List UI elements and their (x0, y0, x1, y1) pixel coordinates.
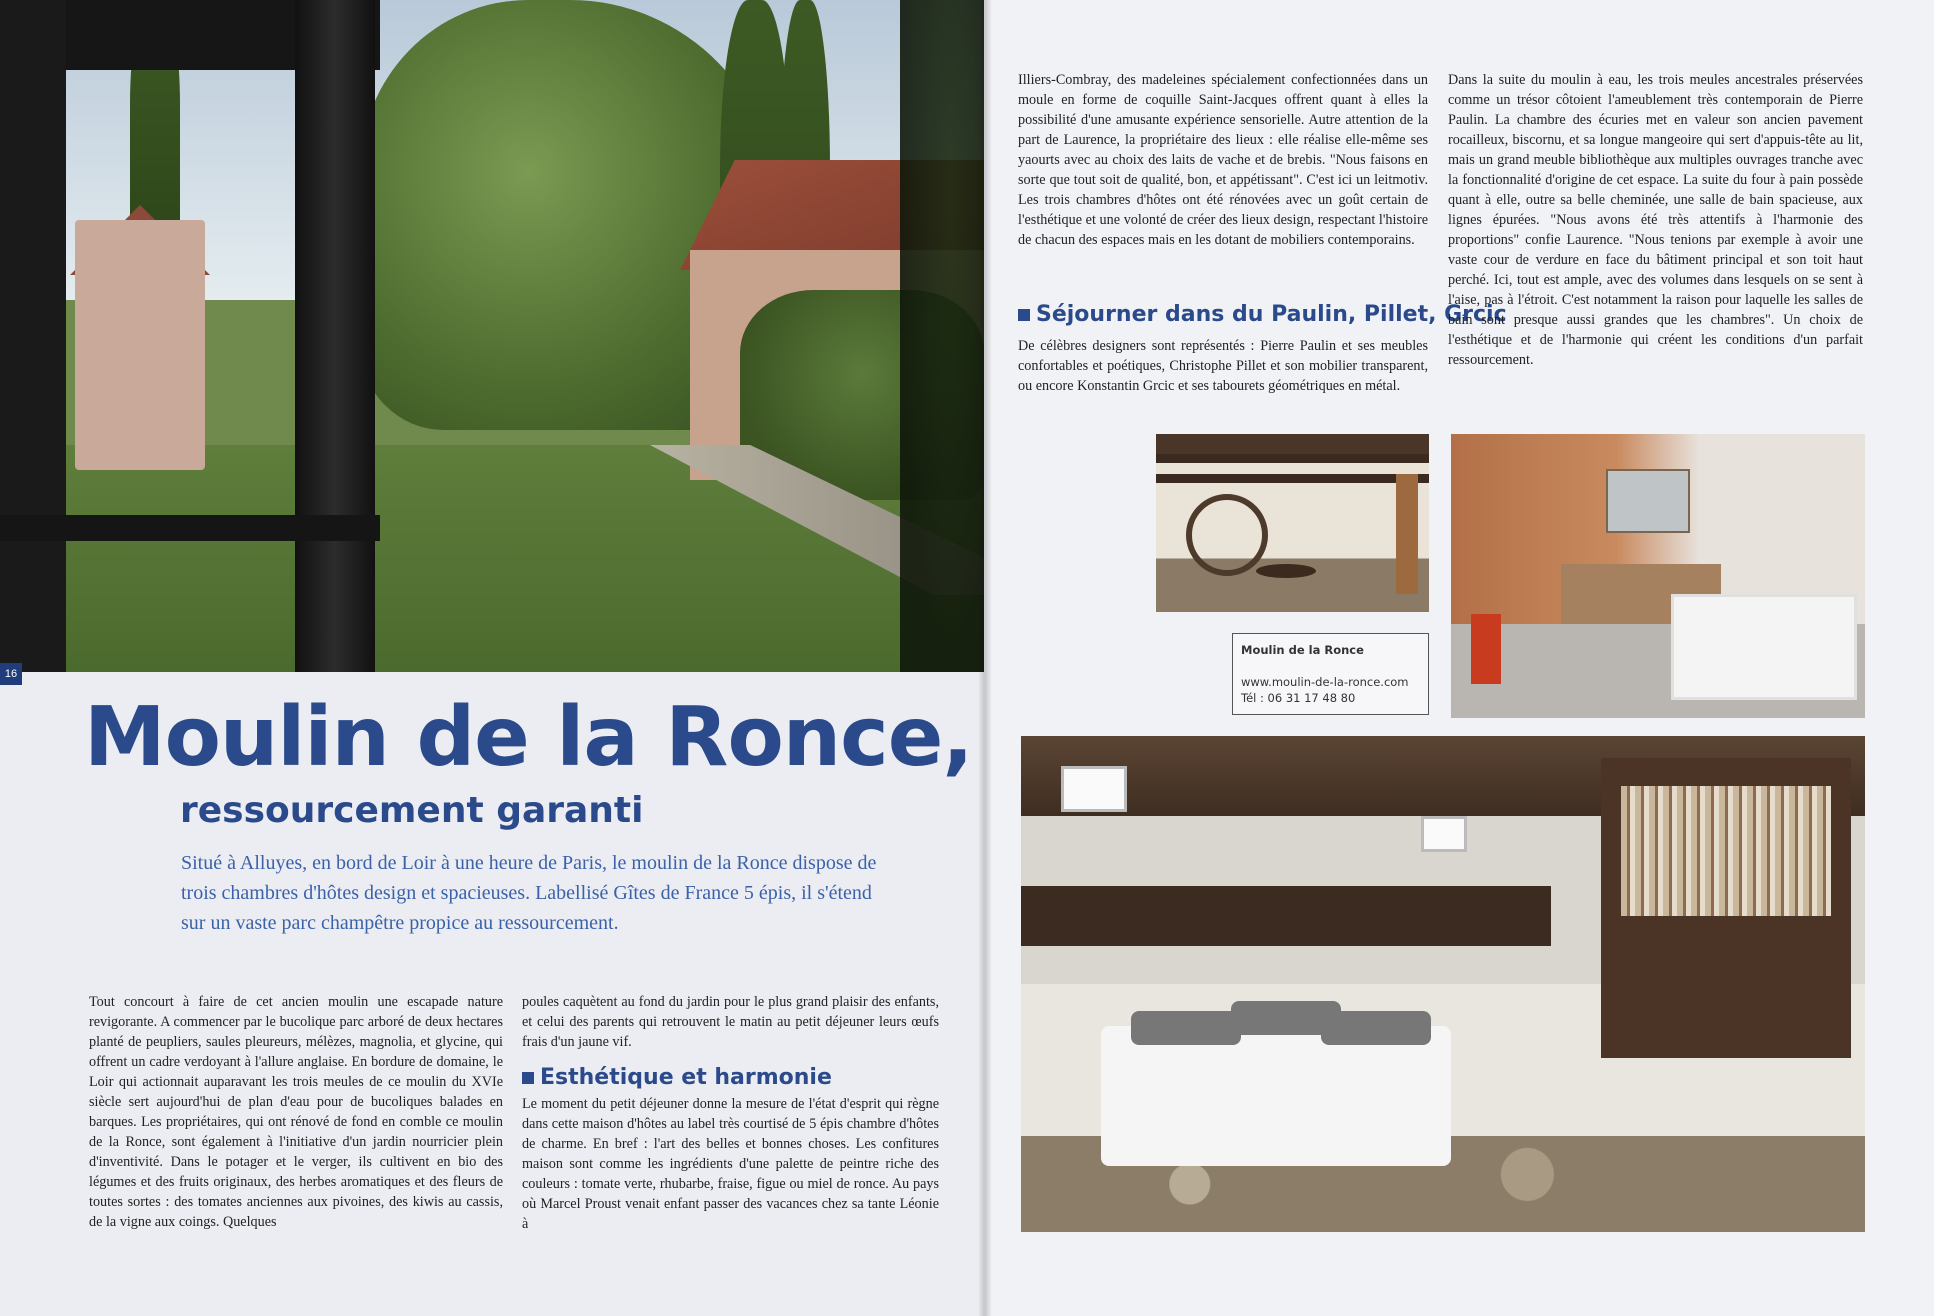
info-box (1232, 633, 1429, 715)
page-gutter (978, 0, 992, 1316)
photo-mill-interior (1156, 434, 1429, 612)
body-paragraph: Dans la suite du moulin à eau, les trois meules ancestrales préservées comme un trésor côtoient l'ameublement très contemporain de Pierre Paulin. La chambre des écuries met en valeur son ancien pavement rocailleux, biscornu, et sa longue mangeoire qui sert d'appuis-tête au lit, mais un grand meuble bibliothèque aux multiples ouvrages tranche avec la fonctionnalité d'origine de cet espace. La suite du four à pain possède quant à elle, outre sa belle cheminée, une salle de bain spacieuse, aux lignes épurées. "Nous avons été très attentifs à l'harmonie des proportions" confie Laurence. "Nous tenions par exemple à avoir une vaste cour de verdure en face du bâtiment principal et son toit haut perché. Ici, tout est ample, avec des volumes dans lesquels on se sent à l'aise, pas à l'étroit. C'est notamment la raison pour laquelle les salles de bain sont presque aussi grandes que les chambres". Un choix de l'esthétique et de l'harmonie qui créent les conditions d'un parfait ressourcement. (1448, 72, 1863, 368)
body-paragraph: Tout concourt à faire de cet ancien moulin une escapade nature revigorante. A commencer par le bucolique parc arboré de deux hectares planté de peupliers, saules pleureurs, mélèzes, magnolia, et glycine, qui offrent un cadre verdoyant à l'allure anglaise. En bordure de domaine, le Loir qui actionnait auparavant les trois meules de ce moulin du XVIe siècle sert aujourd'hui de plan d'eau pour de bucoliques balades en barques. Les propriétaires, qui ont rénové de fond en comble ce moulin de la Ronce, sont également à l'initiative d'un jardin nourricier plein d'inventivité. Dans le potager et le verger, ils cultivent en bio des légumes et des fruits originaux, des herbes aromatiques et des fleurs de toutes sortes : des tomates anciennes aux pivoines, des kiwis au cassis, de la vigne aux coings. Quelques (89, 994, 503, 1230)
article-title: Moulin de la Ronce, (84, 690, 973, 785)
info-box-phone: Tél : 06 31 17 48 80 (1241, 691, 1356, 705)
section-heading-esthetique: Esthétique et harmonie (522, 1068, 939, 1088)
article-intro: Situé à Alluyes, en bord de Loir à une heure de Paris, le moulin de la Ronce dispose de trois chambres d'hôtes design et spacieuses. Labellisé Gîtes de France 5 épis, il s'étend sur un vaste parc champêtre propice au ressourcement. (181, 852, 877, 934)
article-subtitle: ressourcement garanti (180, 790, 644, 831)
info-box-url[interactable]: www.moulin-de-la-ronce.com (1241, 675, 1409, 689)
body-paragraph: Le moment du petit déjeuner donne la mesure de l'état d'esprit qui règne dans cette maison d'hôtes au label très courtisé de 5 épis chambre d'hôtes de charme. En bref : l'art des belles et bonnes choses. Les confitures maison sont comme les ingrédients d'une palette de peintre riche des couleurs : tomate verte, rhubarbe, fraise, figue ou miel de ronce. Au pays où Marcel Proust venait enfant passer des vacances chez sa tante Léonie à (522, 1096, 939, 1232)
body-column-1 (89, 992, 503, 1232)
body-column-4 (1448, 70, 1863, 370)
square-bullet-icon (522, 1072, 534, 1084)
page-number: 16 (0, 663, 22, 685)
body-paragraph: De célèbres designers sont représentés : Pierre Paulin et ses meubles confortables et poétiques, Christophe Pillet et son mobilier transparent, ou encore Konstantin Grcic et ses tabourets géométriques en métal. (1018, 338, 1428, 394)
info-box-name: Moulin de la Ronce (1241, 643, 1364, 657)
hero-photo-garden (0, 0, 984, 672)
photo-bedroom (1021, 736, 1865, 1232)
square-bullet-icon (1018, 309, 1030, 321)
body-column-3 (1018, 70, 1428, 250)
body-paragraph: poules caquètent au fond du jardin pour le plus grand plaisir des enfants, et celui des parents qui retrouvent le matin au petit déjeuner leurs œufs frais d'un jaune vif. (522, 994, 939, 1050)
section-heading-sejourner: Séjourner dans du Paulin, Pillet, Grcic (1018, 302, 1507, 327)
body-column-2 (522, 992, 939, 1234)
body-paragraph: Illiers-Combray, des madeleines spécialement confectionnées dans un moule en forme de coquille Saint-Jacques offrent quant à elles la possibilité d'une amusante expérience sensorielle. Autre attention de la part de Laurence, la propriétaire des lieux : elle réalise elle-même ses yaourts avec au choix des laits de vache et de brebis. "Nous faisons en sorte que tout soit de qualité, bon, et appétissant". C'est ici un leitmotiv. Les trois chambres d'hôtes ont été rénovées avec un goût certain de l'esthétique et une volonté de créer des lieux design, respectant l'histoire de chacun des espaces mais en les dotant de mobiliers contemporains. (1018, 72, 1428, 248)
photo-bathroom (1451, 434, 1865, 718)
